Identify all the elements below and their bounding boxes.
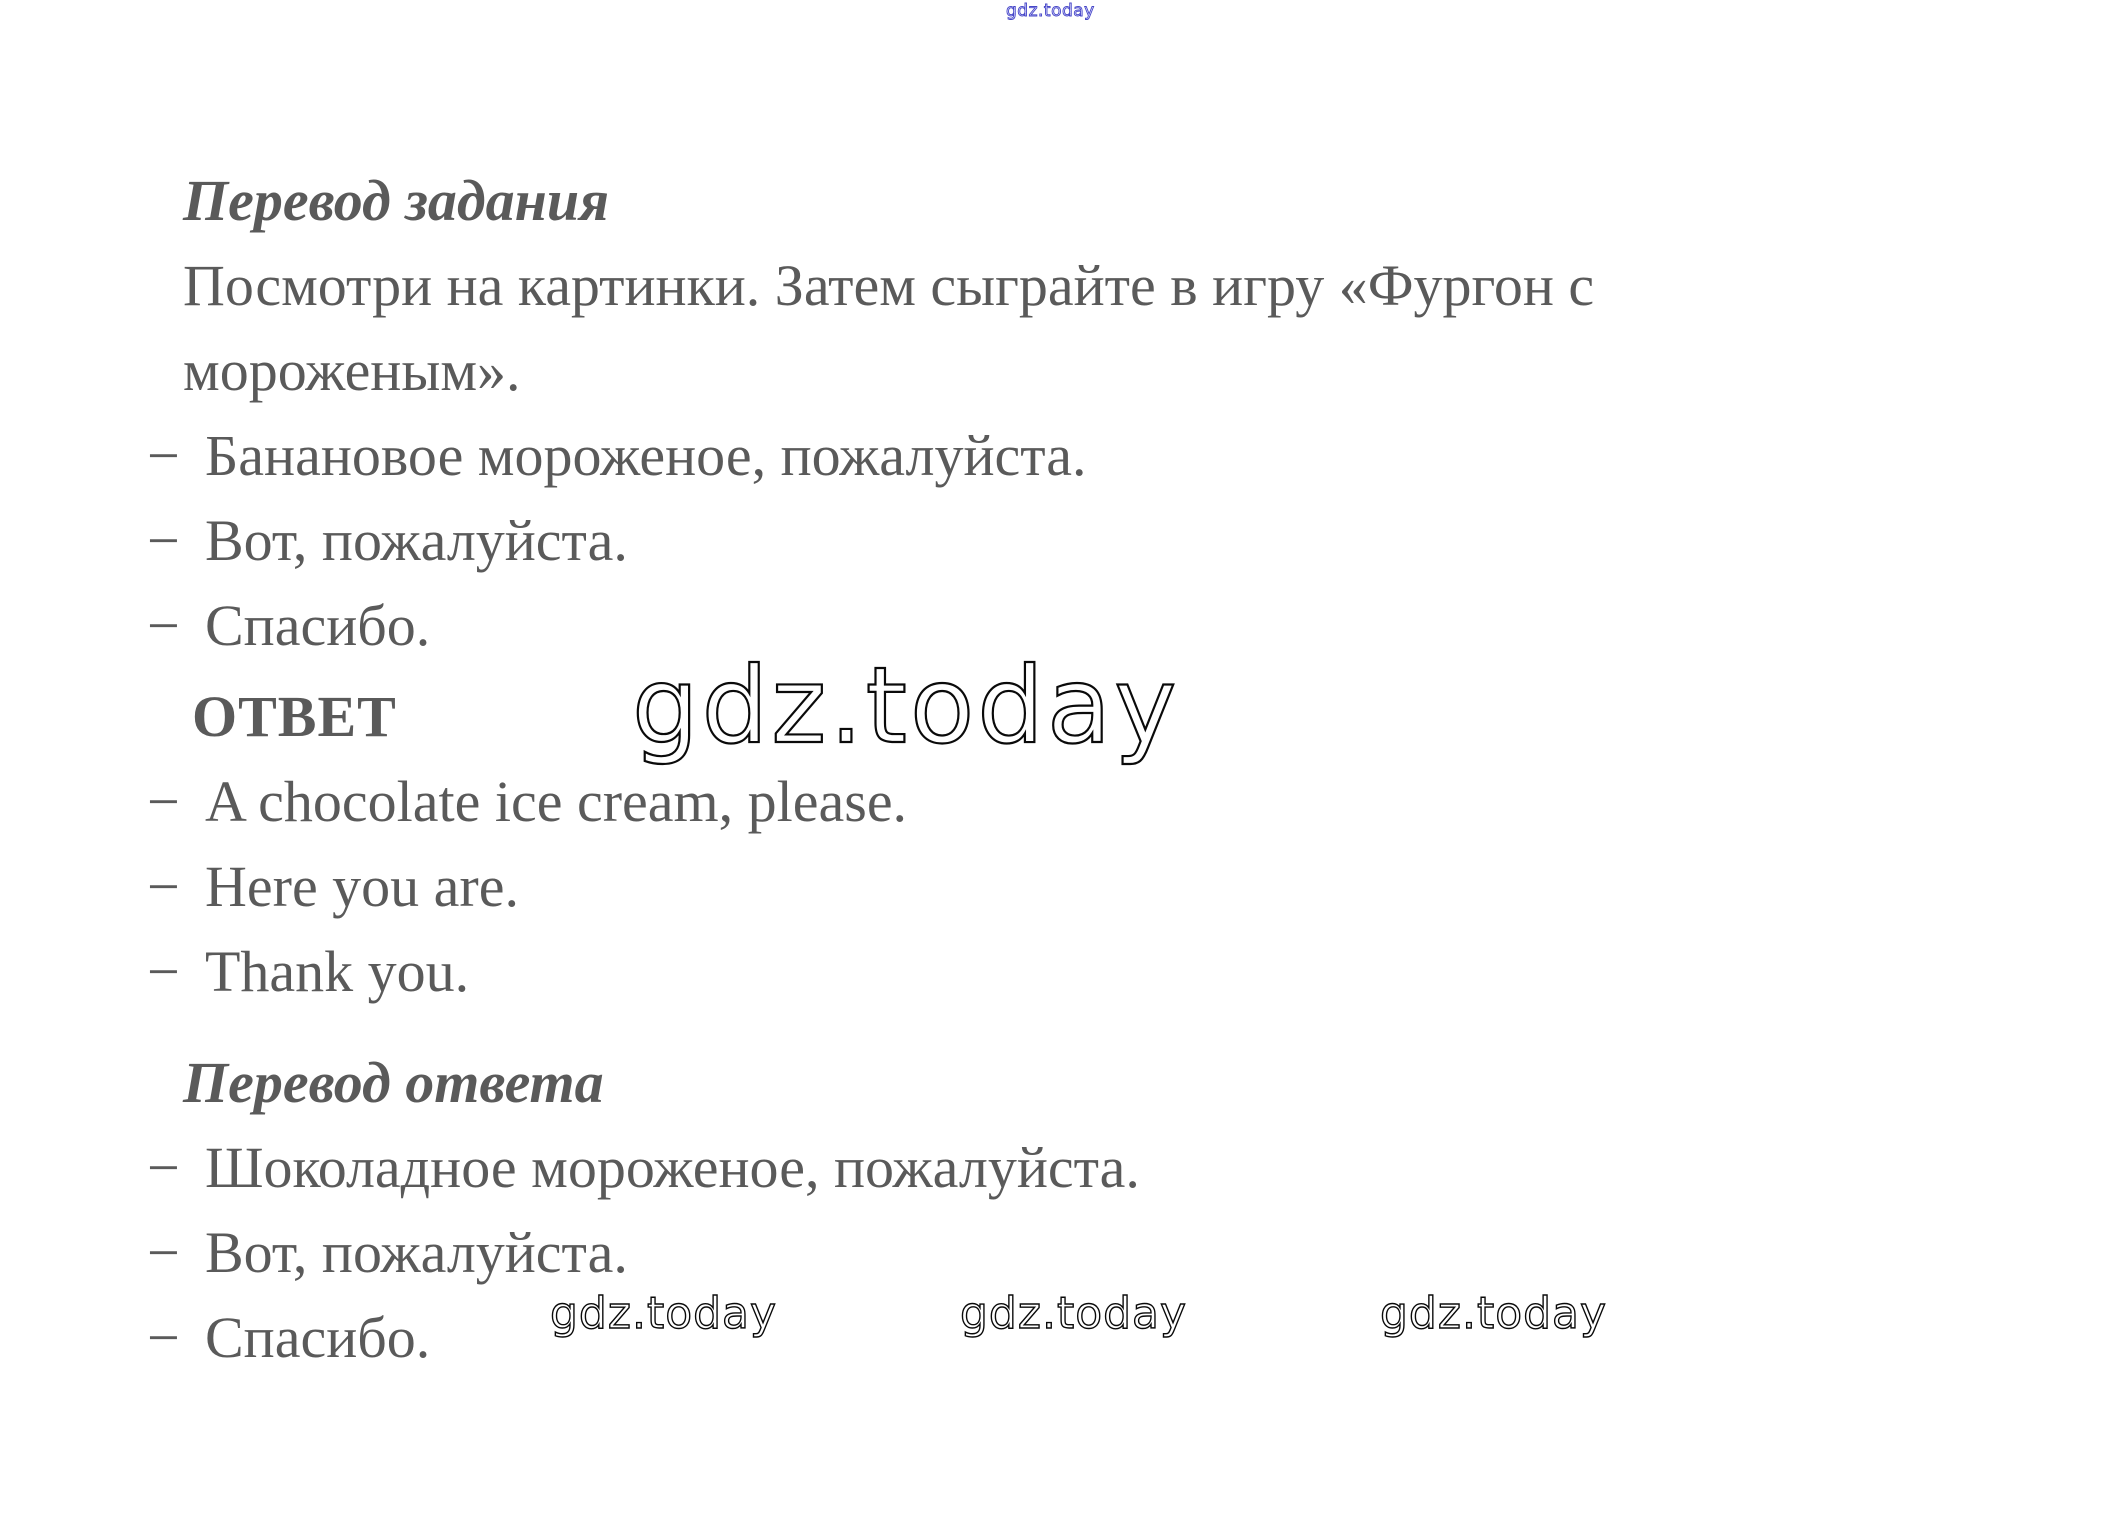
dash-mark: − [147, 1220, 180, 1285]
answer-heading: ОТВЕТ [192, 684, 397, 749]
task-dialog-text-1: Банановое мороженое, пожалуйста. [205, 423, 1087, 488]
center-watermark: gdz.today [632, 645, 1180, 767]
task-dialog-text-2: Вот, пожалуйста. [205, 508, 628, 573]
bottom-watermark-3: gdz.today [1380, 1288, 1608, 1339]
dash-mark: − [147, 508, 180, 573]
answer-translation-line-3 [147, 1295, 1594, 1380]
answer-translation-text-3: Спасибо. [205, 1305, 431, 1370]
answer-dialog-line-3 [147, 929, 1594, 1014]
answer-dialog-line-1 [147, 759, 1594, 844]
answer-dialog-text-3: Thank you. [205, 939, 470, 1004]
task-translation-heading: Перевод задания [183, 168, 609, 233]
bottom-watermark-1: gdz.today [550, 1288, 778, 1339]
answer-translation-line-1 [147, 1125, 1594, 1210]
answer-translation-line-2 [147, 1210, 1594, 1295]
dash-mark: − [147, 769, 180, 834]
answer-translation-text-1: Шоколадное мороженое, пожалуйста. [205, 1135, 1140, 1200]
dash-mark: − [147, 593, 180, 658]
task-text-line-2: мороженым». [183, 338, 521, 403]
answer-dialog-text-2: Here you are. [205, 854, 519, 919]
dash-mark: − [147, 1305, 180, 1370]
bottom-watermark-2: gdz.today [960, 1288, 1188, 1339]
top-watermark: gdz.today [1006, 1, 1095, 21]
answer-dialog-line-2 [147, 844, 1594, 929]
answer-translation-heading: Перевод ответа [183, 1050, 604, 1115]
answer-dialog-text-1: A chocolate ice cream, please. [205, 769, 908, 834]
dash-mark: − [147, 423, 180, 488]
task-dialog-line-2 [147, 498, 1594, 583]
task-text-line-1: Посмотри на картинки. Затем сыграйте в игру «Фургон с [183, 253, 1595, 318]
answer-translation-text-2: Вот, пожалуйста. [205, 1220, 628, 1285]
dash-mark: − [147, 1135, 180, 1200]
dash-mark: − [147, 854, 180, 919]
task-dialog-text-3: Спасибо. [205, 593, 431, 658]
document-text [147, 158, 1594, 1380]
dash-mark: − [147, 939, 180, 1004]
task-dialog-line-1 [147, 413, 1594, 498]
